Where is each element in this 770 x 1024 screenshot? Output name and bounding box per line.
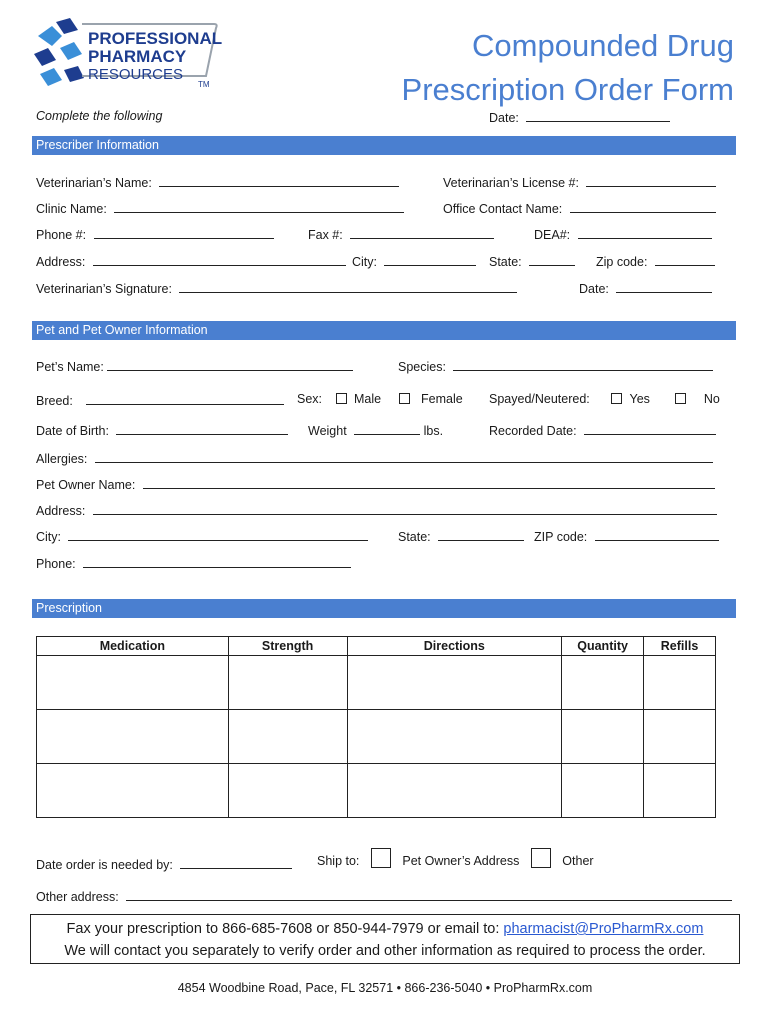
owner-address-line[interactable] <box>93 502 717 515</box>
weight-field <box>308 422 443 438</box>
clinic-name-line[interactable] <box>114 200 404 213</box>
signature-date-label: Date: <box>579 282 609 296</box>
form-title-line-2: Prescription Order Form <box>401 72 734 107</box>
other-address-label: Other address: <box>36 890 119 904</box>
table-row <box>37 710 716 764</box>
state-field <box>489 253 575 269</box>
office-contact-label: Office Contact Name: <box>443 202 563 216</box>
prescription-table <box>36 636 716 818</box>
owner-address-label: Address: <box>36 504 86 518</box>
fax-line[interactable] <box>350 226 494 239</box>
owner-state-line[interactable] <box>438 528 524 541</box>
sex-field <box>297 392 463 406</box>
vet-license-line[interactable] <box>586 174 716 187</box>
weight-line[interactable] <box>354 422 420 435</box>
table-row <box>37 656 716 710</box>
dea-label: DEA#: <box>534 228 571 242</box>
vet-name-field <box>36 174 399 190</box>
zip-label: Zip code: <box>596 255 648 269</box>
city-label: City: <box>352 255 377 269</box>
clinic-name-label: Clinic Name: <box>36 202 107 216</box>
logo-line-1: PROFESSIONAL <box>88 29 223 48</box>
vet-name-label: Veterinarian’s Name: <box>36 176 152 190</box>
owner-address-field <box>36 502 717 518</box>
state-label: State: <box>489 255 522 269</box>
header-date-field <box>489 109 670 125</box>
owner-city-field <box>36 528 368 544</box>
allergies-line[interactable] <box>95 450 713 463</box>
dob-label: Date of Birth: <box>36 424 109 438</box>
owner-zip-line[interactable] <box>595 528 719 541</box>
directions-cell[interactable] <box>347 710 562 764</box>
female-label: Female <box>421 392 463 406</box>
sex-label: Sex: <box>297 392 323 406</box>
quantity-column-header: Quantity <box>562 637 644 656</box>
medication-cell[interactable] <box>37 656 229 710</box>
spayed-yes-label: Yes <box>629 392 650 406</box>
address-line[interactable] <box>93 253 346 266</box>
owner-phone-line[interactable] <box>83 555 351 568</box>
medication-column-header: Medication <box>37 637 229 656</box>
table-row <box>37 764 716 818</box>
logo-text <box>88 30 222 84</box>
quantity-cell[interactable] <box>562 710 644 764</box>
species-field <box>398 358 713 374</box>
allergies-field <box>36 450 713 466</box>
strength-cell[interactable] <box>228 656 347 710</box>
owner-phone-label: Phone: <box>36 557 76 571</box>
weight-label: Weight <box>308 424 347 438</box>
directions-cell[interactable] <box>347 656 562 710</box>
date-needed-label: Date order is needed by: <box>36 858 173 872</box>
owner-name-line[interactable] <box>143 476 715 489</box>
pet-name-field <box>36 358 353 374</box>
prescriber-section-header: Prescriber Information <box>32 136 736 155</box>
breed-line[interactable] <box>86 392 284 405</box>
directions-cell[interactable] <box>347 764 562 818</box>
quantity-cell[interactable] <box>562 656 644 710</box>
spayed-field <box>489 392 720 406</box>
directions-column-header: Directions <box>347 637 562 656</box>
owner-name-field <box>36 476 715 492</box>
state-line[interactable] <box>529 253 575 266</box>
quantity-cell[interactable] <box>562 764 644 818</box>
phone-label: Phone #: <box>36 228 87 242</box>
owner-name-label: Pet Owner Name: <box>36 478 136 492</box>
ship-other-checkbox[interactable] <box>531 848 551 868</box>
spayed-no-label: No <box>703 392 720 406</box>
phone-line[interactable] <box>94 226 274 239</box>
logo-line-2: PHARMACY <box>88 47 187 66</box>
signature-field <box>36 280 517 296</box>
ship-pet-owner-checkbox[interactable] <box>371 848 391 868</box>
vet-name-line[interactable] <box>159 174 399 187</box>
signature-date-line[interactable] <box>616 280 712 293</box>
prescription-header-row <box>37 637 716 656</box>
form-title <box>402 24 734 112</box>
other-address-line[interactable] <box>126 888 732 901</box>
female-checkbox[interactable] <box>399 393 410 404</box>
other-address-field <box>36 888 732 904</box>
male-checkbox[interactable] <box>336 393 347 404</box>
fax-instructions-line-1 <box>31 918 739 940</box>
instructions-text: Complete the following <box>36 109 163 123</box>
pharmacist-email-link[interactable]: pharmacist@ProPharmRx.com <box>503 921 704 937</box>
breed-label: Breed: <box>36 394 73 408</box>
weight-unit: lbs. <box>423 424 444 438</box>
zip-field <box>596 253 715 269</box>
recorded-date-line[interactable] <box>584 422 716 435</box>
medication-cell[interactable] <box>37 764 229 818</box>
phone-field <box>36 226 274 242</box>
refills-cell[interactable] <box>644 710 716 764</box>
medication-cell[interactable] <box>37 710 229 764</box>
fax-field <box>308 226 494 242</box>
owner-state-label: State: <box>398 530 431 544</box>
species-label: Species: <box>398 360 446 374</box>
prescription-section-header: Prescription <box>32 599 736 618</box>
header-date-line[interactable] <box>526 109 670 122</box>
owner-state-field <box>398 528 524 544</box>
ship-other-label: Other <box>562 854 594 868</box>
fax-label: Fax #: <box>308 228 343 242</box>
spayed-label: Spayed/Neutered: <box>489 392 590 406</box>
breed-field <box>36 392 284 408</box>
dea-line[interactable] <box>578 226 712 239</box>
fax-instructions-box <box>30 914 740 964</box>
refills-column-header: Refills <box>644 637 716 656</box>
signature-label: Veterinarian’s Signature: <box>36 282 172 296</box>
signature-line[interactable] <box>179 280 517 293</box>
dea-field <box>534 226 712 242</box>
pet-section-header: Pet and Pet Owner Information <box>32 321 736 340</box>
zip-line[interactable] <box>655 253 715 266</box>
city-field <box>352 253 476 269</box>
pet-name-line[interactable] <box>107 358 353 371</box>
owner-phone-field <box>36 555 351 571</box>
dob-line[interactable] <box>116 422 288 435</box>
recorded-date-label: Recorded Date: <box>489 424 577 438</box>
date-needed-field <box>36 856 292 872</box>
owner-zip-label: ZIP code: <box>534 530 588 544</box>
vet-license-label: Veterinarian’s License #: <box>443 176 579 190</box>
office-contact-line[interactable] <box>570 200 716 213</box>
vet-license-field <box>443 174 716 190</box>
spayed-yes-checkbox[interactable] <box>611 393 622 404</box>
pet-name-label: Pet’s Name: <box>36 360 104 374</box>
owner-zip-field <box>534 528 719 544</box>
form-title-line-1: Compounded Drug <box>472 28 734 63</box>
ship-to-label: Ship to: <box>317 854 360 868</box>
address-field <box>36 253 346 269</box>
office-contact-field <box>443 200 716 216</box>
strength-cell[interactable] <box>228 710 347 764</box>
recorded-date-field <box>489 422 716 438</box>
ship-to-field <box>317 848 594 868</box>
refills-cell[interactable] <box>644 764 716 818</box>
signature-date-field <box>579 280 712 296</box>
allergies-label: Allergies: <box>36 452 88 466</box>
fax-instructions-line-2: We will contact you separately to verify order and other information as required to process the order. <box>64 943 706 959</box>
owner-city-line[interactable] <box>68 528 368 541</box>
fax-instructions-text: Fax your prescription to 866-685-7608 or 850-944-7979 or email to: <box>66 921 500 937</box>
header-date-label: Date: <box>489 111 519 125</box>
spayed-no-checkbox[interactable] <box>675 393 686 404</box>
address-label: Address: <box>36 255 86 269</box>
city-line[interactable] <box>384 253 476 266</box>
ship-pet-owner-label: Pet Owner’s Address <box>402 854 520 868</box>
date-needed-line[interactable] <box>180 856 292 869</box>
male-label: Male <box>353 392 382 406</box>
logo-trademark: TM <box>198 80 210 89</box>
strength-cell[interactable] <box>228 764 347 818</box>
clinic-name-field <box>36 200 404 216</box>
refills-cell[interactable] <box>644 656 716 710</box>
owner-city-label: City: <box>36 530 61 544</box>
logo-line-3: RESOURCES <box>88 66 184 83</box>
dob-field <box>36 422 288 438</box>
species-line[interactable] <box>453 358 713 371</box>
company-logo <box>30 18 223 98</box>
strength-column-header: Strength <box>228 637 347 656</box>
footer-address: 4854 Woodbine Road, Pace, FL 32571 • 866-236-5040 • ProPharmRx.com <box>177 981 593 995</box>
